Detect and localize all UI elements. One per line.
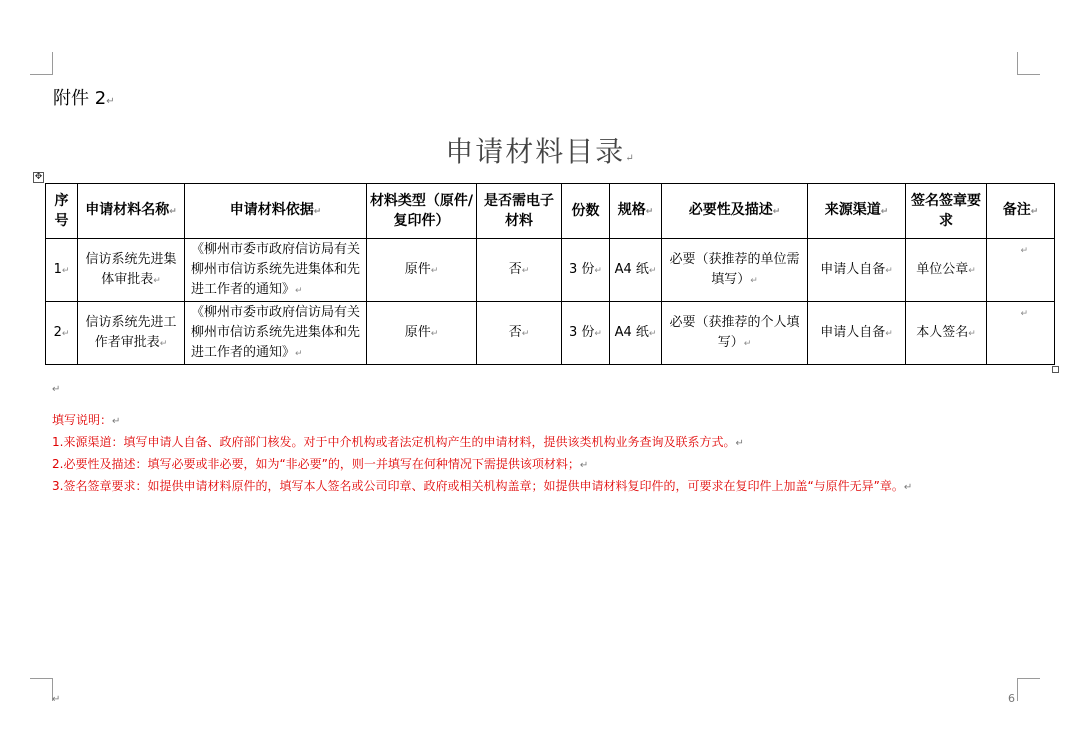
header-source[interactable]: 来源渠道↵ bbox=[808, 184, 906, 239]
materials-table bbox=[45, 183, 1055, 365]
cell-necessity[interactable]: 必要（获推荐的单位需填写）↵ bbox=[662, 239, 808, 302]
page-title[interactable]: 申请材料目录↵ bbox=[445, 135, 636, 168]
header-necessity[interactable]: 必要性及描述↵ bbox=[662, 184, 808, 239]
cell-necessity[interactable]: 必要（获推荐的个人填写）↵ bbox=[662, 302, 808, 365]
header-no[interactable]: 序号 bbox=[46, 184, 78, 239]
cell-remark[interactable]: ↵ bbox=[987, 302, 1055, 365]
cell-electronic[interactable]: 否↵ bbox=[477, 239, 562, 302]
crop-mark-top-left bbox=[30, 52, 53, 75]
notes-item: 2.必要性及描述：填写必要或非必要，如为“非必要”的，则一并填写在何种情况下需提供该项材料；↵ bbox=[52, 457, 589, 471]
notes-item: 1.来源渠道：填写申请人自备、政府部门核发。对于中介机构或者法定机构产生的申请材料，提供该类机构业务查询及联系方式。↵ bbox=[52, 435, 744, 449]
notes-heading: 填写说明：↵ bbox=[52, 413, 121, 427]
cell-source[interactable]: 申请人自备↵ bbox=[808, 302, 906, 365]
cell-type[interactable]: 原件↵ bbox=[367, 302, 477, 365]
attachment-label[interactable]: 附件 2↵ bbox=[53, 88, 115, 109]
cell-spec[interactable]: A4 纸↵ bbox=[610, 239, 662, 302]
cell-electronic[interactable]: 否↵ bbox=[477, 302, 562, 365]
cell-spec[interactable]: A4 纸↵ bbox=[610, 302, 662, 365]
header-material-basis[interactable]: 申请材料依据↵ bbox=[185, 184, 367, 239]
table-move-handle-icon[interactable]: ✥ bbox=[34, 172, 43, 182]
crop-mark-top-right bbox=[1017, 52, 1040, 75]
header-electronic[interactable]: 是否需电子材料 bbox=[477, 184, 562, 239]
cell-remark[interactable]: ↵ bbox=[987, 239, 1055, 302]
crop-mark-bottom-left bbox=[30, 678, 53, 701]
table-row bbox=[46, 302, 1055, 365]
cell-basis[interactable]: 《柳州市委市政府信访局有关柳州市信访系统先进集体和先进工作者的通知》↵ bbox=[185, 302, 367, 365]
cell-name[interactable]: 信访系统先进集体审批表↵ bbox=[78, 239, 185, 302]
cell-source[interactable]: 申请人自备↵ bbox=[808, 239, 906, 302]
header-material-type[interactable]: 材料类型（原件/复印件） bbox=[367, 184, 477, 239]
header-copies[interactable]: 份数 bbox=[562, 184, 610, 239]
header-remark[interactable]: 备注↵ bbox=[987, 184, 1055, 239]
filling-instructions[interactable] bbox=[52, 410, 1012, 498]
table-row bbox=[46, 239, 1055, 302]
cell-name[interactable]: 信访系统先进工作者审批表↵ bbox=[78, 302, 185, 365]
empty-paragraph-mark: ↵ bbox=[52, 384, 61, 395]
crop-mark-bottom-right bbox=[1017, 678, 1040, 701]
empty-paragraph-mark: ↵ bbox=[52, 694, 61, 705]
cell-copies[interactable]: 3 份↵ bbox=[562, 239, 610, 302]
notes-item: 3.签名签章要求：如提供申请材料原件的，填写本人签名或公司印章、政府或相关机构盖章；如提供申请材料复印件的，可要求在复印件上加盖“与原件无异”章。↵ bbox=[52, 479, 913, 493]
cell-signature[interactable]: 本人签名↵ bbox=[906, 302, 987, 365]
page-number: 6 bbox=[1008, 692, 1015, 705]
header-signature[interactable]: 签名签章要求 bbox=[906, 184, 987, 239]
cell-type[interactable]: 原件↵ bbox=[367, 239, 477, 302]
table-header-row bbox=[46, 184, 1055, 239]
cell-signature[interactable]: 单位公章↵ bbox=[906, 239, 987, 302]
cell-no[interactable]: 1↵ bbox=[46, 239, 78, 302]
cell-basis[interactable]: 《柳州市委市政府信访局有关柳州市信访系统先进集体和先进工作者的通知》↵ bbox=[185, 239, 367, 302]
cell-copies[interactable]: 3 份↵ bbox=[562, 302, 610, 365]
table-resize-handle[interactable] bbox=[1052, 366, 1059, 373]
cell-no[interactable]: 2↵ bbox=[46, 302, 78, 365]
header-spec[interactable]: 规格↵ bbox=[610, 184, 662, 239]
header-material-name[interactable]: 申请材料名称↵ bbox=[78, 184, 185, 239]
